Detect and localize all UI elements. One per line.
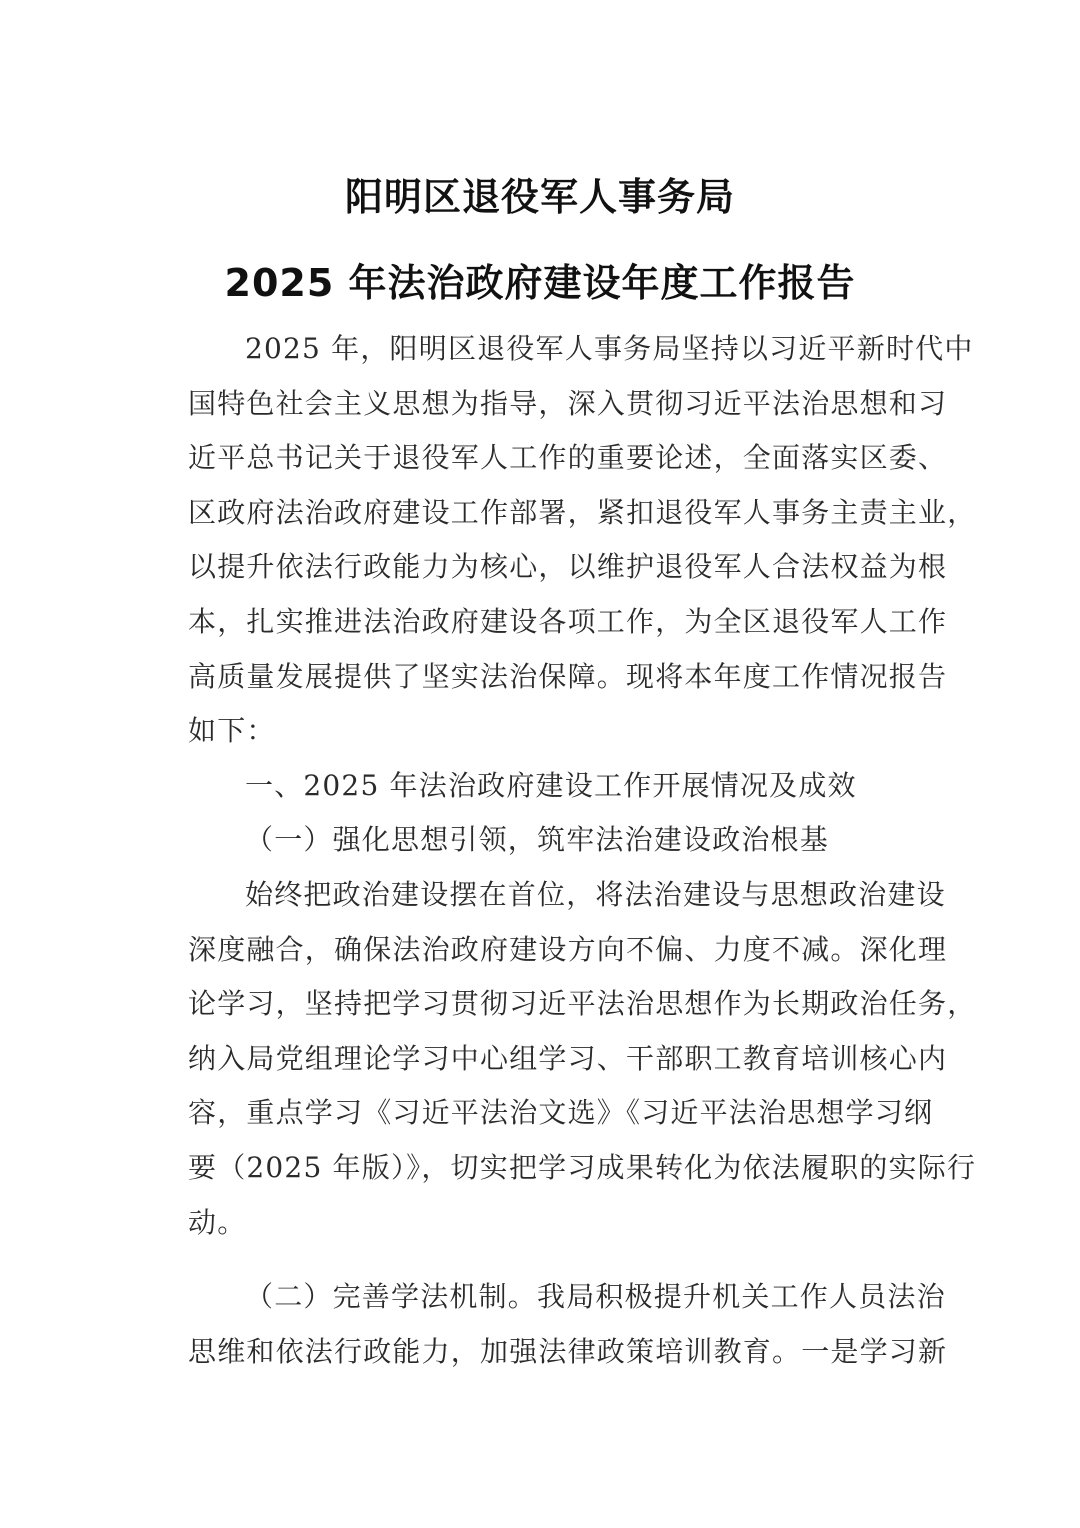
paragraph-line: 区政府法治政府建设工作部署，紧扣退役军人事务主责主业，: [188, 495, 977, 529]
paragraph-line: 容，重点学习《习近平法治文选》《习近平法治思想学习纲: [188, 1096, 934, 1130]
paragraph-line: 思维和依法行政能力，加强法律政策培训教育。一是学习新: [188, 1334, 948, 1368]
paragraph-line: 纳入局党组理论学习中心组学习、干部职工教育培训核心内: [188, 1041, 948, 1075]
paragraph-spacer: [188, 1250, 918, 1270]
paragraph-line: 以提升依法行政能力为核心，以维护退役军人合法权益为根: [188, 550, 948, 584]
paragraph-line: 如下：: [188, 714, 276, 748]
subsection1-paragraph: [188, 868, 977, 1250]
paragraph-line: 论学习，坚持把学习贯彻习近平法治思想作为长期政治任务，: [188, 987, 977, 1021]
paragraph-line: 国特色社会主义思想为指导，深入贯彻习近平法治思想和习: [188, 386, 948, 420]
paragraph-line: （二）完善学法机制。我局积极提升机关工作人员法治: [245, 1280, 946, 1314]
paragraph-line: 近平总书记关于退役军人工作的重要论述，全面落实区委、: [188, 441, 948, 475]
paragraph-line: 高质量发展提供了坚实法治保障。现将本年度工作情况报告: [188, 659, 948, 693]
paragraph-line: 2025 年，阳明区退役军人事务局坚持以习近平新时代中: [245, 332, 974, 365]
subsection2-paragraph: [188, 1270, 948, 1379]
section-heading: 一、2025 年法治政府建设工作开展情况及成效: [245, 768, 857, 802]
document-body: [188, 322, 977, 1379]
intro-paragraph: [188, 322, 977, 759]
subsection-heading: （一）强化思想引领，筑牢法治建设政治根基: [245, 823, 830, 857]
paragraph-line: 动。: [188, 1205, 247, 1239]
document-title-line2: 2025 年法治政府建设年度工作报告: [224, 261, 856, 305]
paragraph-line: 深度融合，确保法治政府建设方向不偏、力度不减。深化理: [188, 932, 948, 966]
paragraph-line: 本，扎实推进法治政府建设各项工作，为全区退役军人工作: [188, 604, 948, 638]
document-title-line1: 阳明区退役军人事务局: [344, 175, 735, 219]
paragraph-line: 要（2025 年版）》，切实把学习成果转化为依法履职的实际行: [188, 1150, 977, 1184]
paragraph-line: 始终把政治建设摆在首位，将法治建设与思想政治建设: [245, 877, 946, 911]
